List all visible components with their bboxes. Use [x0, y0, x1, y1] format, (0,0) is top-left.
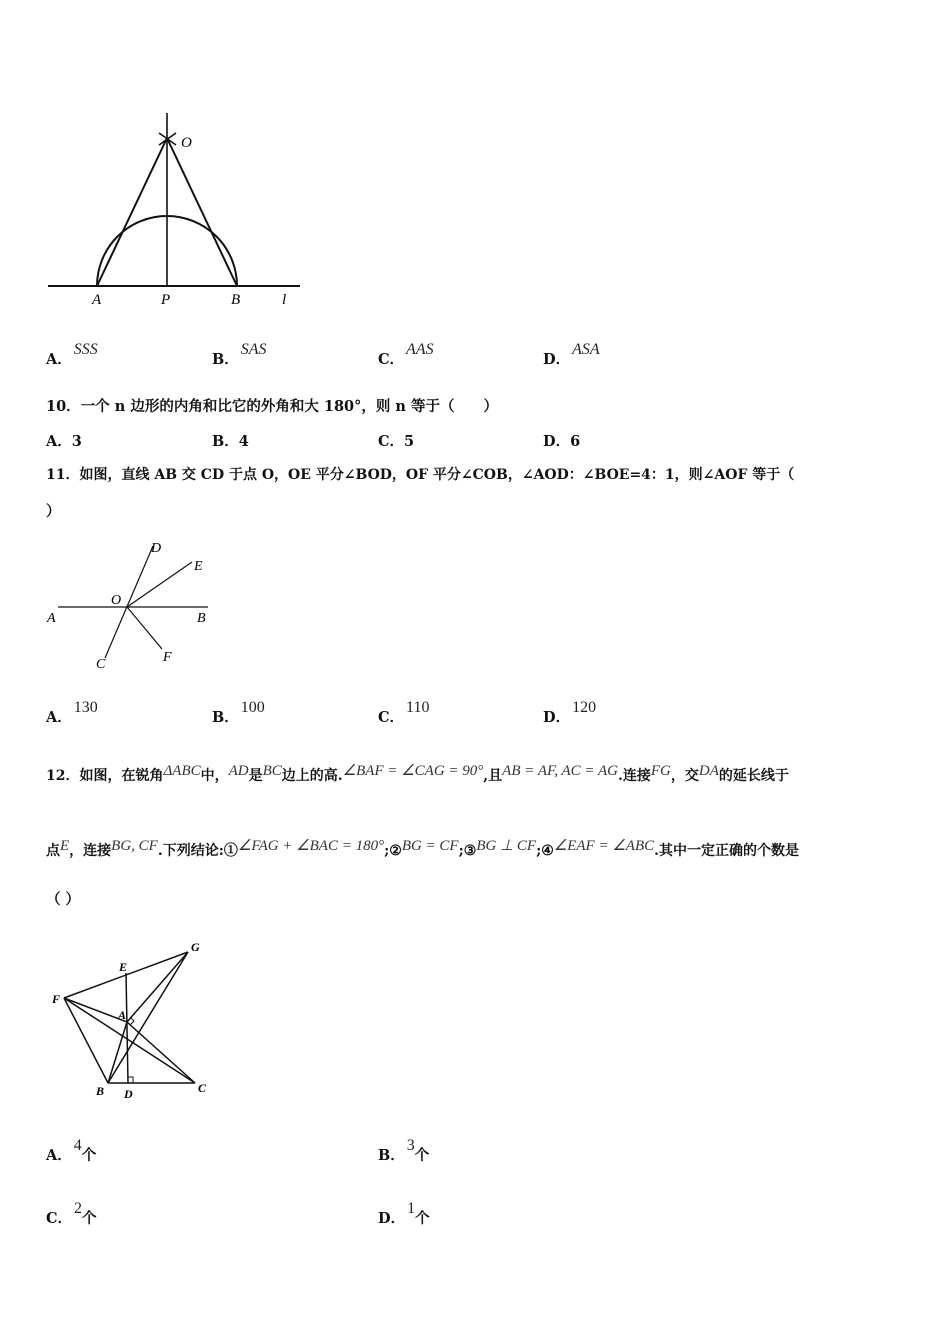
q12-text: 的延长线于	[718, 768, 789, 784]
q11-label-b: B	[197, 611, 206, 626]
option-letter: C．	[378, 709, 405, 726]
option-letter: C．	[378, 351, 405, 368]
q11-option-d[interactable]	[543, 699, 597, 727]
q12-math: AD	[228, 763, 249, 779]
q12-math: AB = AF, AC = AG	[502, 763, 618, 779]
q11-figure	[40, 535, 230, 675]
option-letter: A．	[46, 433, 72, 450]
q12-math: ∠BAF = ∠CAG = 90°	[342, 763, 484, 779]
q12-label-g: G	[191, 940, 200, 954]
option-letter: C．	[378, 433, 405, 450]
option-value: ASA	[572, 341, 600, 358]
option-letter: D．	[543, 709, 571, 726]
q12-right-angle-d	[128, 1077, 133, 1083]
option-value: 130	[73, 699, 98, 716]
option-value: 5	[404, 433, 415, 450]
option-letter: A．	[46, 351, 72, 368]
q12-label-f: F	[52, 992, 61, 1006]
q12-option-d[interactable]	[378, 1200, 430, 1228]
q11-label-e: E	[194, 559, 203, 574]
q12-math: FG	[650, 763, 671, 779]
q12-label-a: A	[118, 1008, 127, 1022]
option-unit: 个	[414, 1147, 430, 1164]
q11-label-c: C	[96, 657, 106, 672]
q12-math: BG ⊥ CF	[476, 838, 537, 854]
q12-math: BG = CF	[401, 838, 459, 854]
option-letter: D．	[543, 433, 571, 450]
option-letter: B．	[212, 351, 239, 368]
q12-text: ，交	[670, 768, 699, 784]
q9-label-a: A	[92, 292, 102, 308]
q11-label-o: O	[111, 593, 122, 608]
q10-option-c[interactable]	[378, 430, 414, 451]
q11-text-line2: ）	[46, 503, 61, 520]
q11-option-b[interactable]	[212, 699, 265, 727]
q12-text: .连接	[617, 768, 651, 784]
q12-text: 点	[46, 843, 60, 859]
q9-option-c[interactable]	[378, 341, 434, 369]
q12-seg-ed	[126, 973, 128, 1083]
q12-seg-fc	[64, 998, 195, 1083]
option-value: SAS	[240, 341, 267, 358]
q10-text: 10．一个 n 边形的内角和比它的外角和大 180°，则 n 等于（ ）	[46, 398, 499, 415]
option-value: SSS	[73, 341, 98, 358]
q12-math: DA	[698, 763, 719, 779]
q12-right-angle-a	[130, 1017, 134, 1025]
option-letter: D．	[543, 351, 571, 368]
q12-text: 是	[248, 768, 263, 784]
option-value: 4	[73, 1137, 82, 1154]
q12-label-c: C	[198, 1081, 207, 1095]
q9-label-o: O	[181, 135, 192, 151]
option-value: 3	[406, 1137, 415, 1154]
option-value: 1	[407, 1200, 416, 1217]
q9-line-bo	[167, 138, 237, 286]
q12-math: ∠EAF = ∠ABC	[553, 838, 655, 854]
q9-label-l: l	[282, 292, 287, 308]
q12-text: .下列结论:①	[157, 843, 238, 859]
q11-text-line1: 11．如图，直线 AB 交 CD 于点 O，OE 平分∠BOD，OF 平分∠COB，∠AOD：∠BOE=4：1，则∠AOF 等于（	[46, 467, 795, 483]
option-value: 100	[240, 699, 265, 716]
option-letter: C．	[46, 1210, 73, 1227]
q9-line-ao	[97, 138, 167, 286]
q12-figure	[40, 935, 230, 1105]
option-letter: B．	[378, 1147, 405, 1164]
q12-seg-ac	[127, 1022, 195, 1083]
q12-text: 边上的高.	[281, 768, 343, 784]
q12-math: ∠FAG + ∠BAC = 180°	[237, 838, 385, 854]
q11-label-a: A	[47, 611, 56, 626]
q9-option-b[interactable]	[212, 341, 267, 369]
q12-text: 12．如图，在锐角	[46, 768, 164, 784]
option-letter: A．	[46, 1147, 72, 1164]
q12-label-d: D	[124, 1087, 133, 1101]
option-unit: 个	[415, 1210, 430, 1227]
q12-text: ，连接	[69, 843, 112, 859]
option-letter: B．	[212, 433, 239, 450]
q9-option-d[interactable]	[543, 341, 600, 369]
q12-text-line3: （ ）	[46, 891, 81, 908]
q11-option-a[interactable]	[46, 699, 98, 727]
q9-label-b: B	[231, 292, 241, 308]
option-letter: B．	[212, 709, 239, 726]
q11-label-d: D	[151, 541, 162, 556]
q12-text-line2	[46, 840, 799, 860]
q12-seg-ga	[127, 952, 188, 1022]
q12-option-b[interactable]	[378, 1137, 430, 1165]
option-value: 110	[406, 699, 430, 716]
q12-option-c[interactable]	[46, 1200, 97, 1228]
q12-seg-fb	[64, 998, 108, 1083]
q9-label-p: P	[161, 292, 171, 308]
q12-math: BC	[262, 763, 282, 779]
q10-option-a[interactable]	[46, 430, 82, 451]
q12-label-b: B	[96, 1084, 105, 1098]
option-value: 4	[238, 433, 249, 450]
q11-ray-of	[127, 607, 162, 649]
q10-option-d[interactable]	[543, 430, 580, 451]
q12-label-e: E	[119, 960, 128, 974]
option-value: 3	[71, 433, 82, 450]
q12-seg-ab	[108, 1022, 127, 1083]
option-unit: 个	[82, 1210, 97, 1227]
q9-option-a[interactable]	[46, 341, 98, 369]
q12-text: ;②	[384, 843, 402, 859]
q12-text: 中，	[200, 768, 229, 784]
option-letter: D．	[378, 1210, 406, 1227]
q12-option-a[interactable]	[46, 1137, 97, 1165]
q12-text-line1	[46, 765, 789, 785]
option-value: 2	[74, 1200, 83, 1217]
q12-text: ,且	[483, 768, 503, 784]
q10-option-b[interactable]	[212, 430, 249, 451]
q11-option-c[interactable]	[378, 699, 430, 727]
q12-text: ;③	[458, 843, 477, 859]
q11-label-f: F	[163, 650, 172, 665]
q12-math: ΔABC	[163, 763, 201, 779]
q9-figure	[40, 105, 310, 315]
option-value: 6	[570, 433, 581, 450]
option-value: AAS	[406, 341, 434, 358]
option-unit: 个	[81, 1147, 97, 1164]
option-letter: A．	[46, 709, 72, 726]
q12-text: .其中一定正确的个数是	[654, 843, 799, 859]
q12-text: ;④	[536, 843, 554, 859]
option-value: 120	[572, 699, 597, 716]
q12-math: BG, CF	[111, 838, 158, 854]
q12-math: E	[60, 838, 70, 854]
